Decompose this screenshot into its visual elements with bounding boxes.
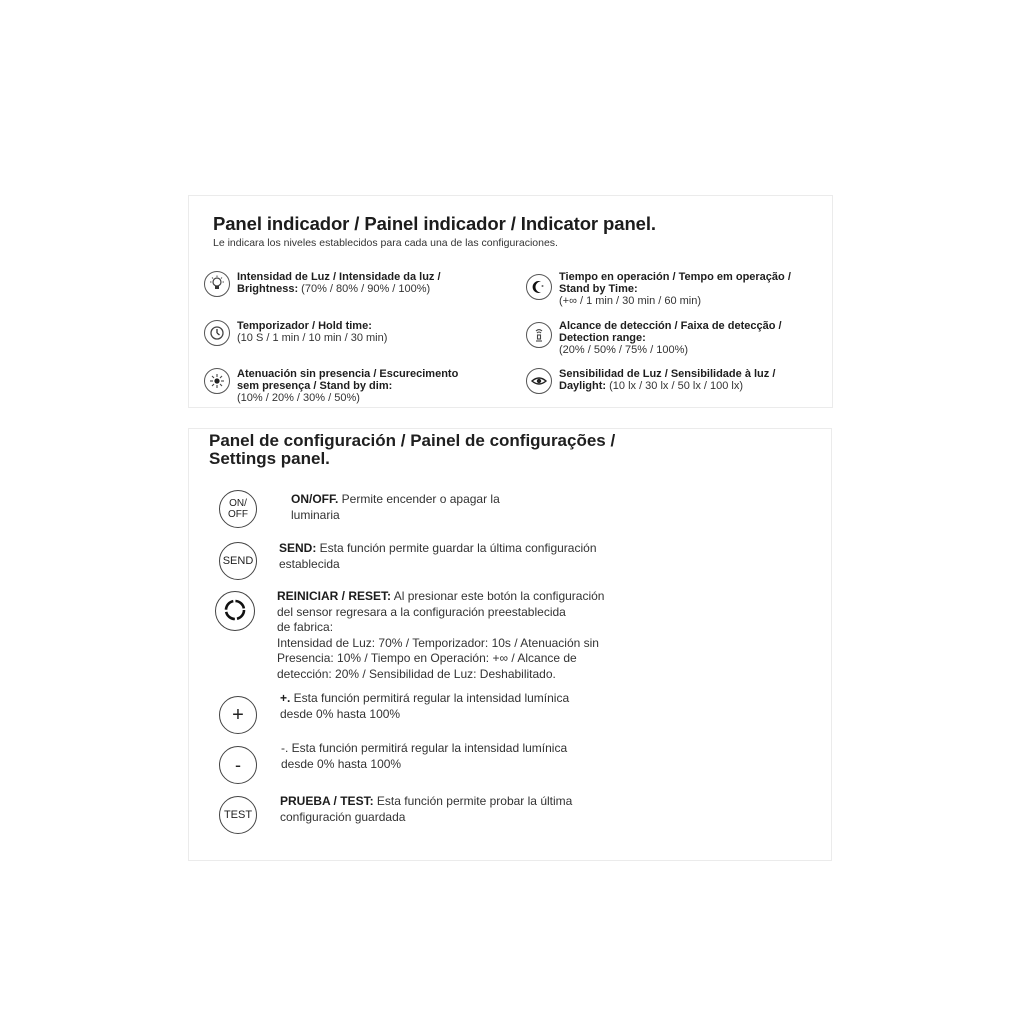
minus-button[interactable]	[219, 746, 257, 784]
indicator-item-hold-time	[204, 320, 387, 346]
settings-panel	[188, 428, 832, 861]
plus-text-2: desde 0% hasta 100%	[280, 706, 401, 721]
standby-dim-label-2: sem presença / Stand by dim:	[237, 380, 393, 392]
settings-title-line2: Settings panel.	[209, 449, 330, 468]
send-text-2: establecida	[279, 556, 340, 571]
minus-text-1: -. Esta función permitirá regular la intensidad lumínica	[281, 741, 568, 755]
send-button[interactable]	[219, 542, 257, 580]
reset-text-4: Intensidad de Luz: 70% / Temporizador: 10s / Atenuación sin	[277, 635, 599, 650]
motion-sensor-icon	[526, 322, 552, 348]
test-button[interactable]	[219, 796, 257, 834]
reset-text-2: del sensor regresara a la configuración preestablecida	[277, 604, 566, 619]
indicator-item-standby-time	[526, 271, 791, 307]
plus-text-1: Esta función permitirá regular la intensidad lumínica	[290, 691, 570, 705]
on-off-button[interactable]	[219, 490, 257, 528]
plus-description	[280, 691, 569, 722]
minus-description	[281, 741, 567, 772]
on-off-text-1: Permite encender o apagar la	[338, 492, 500, 506]
test-text-2: configuración guardada	[280, 809, 406, 824]
brightness-label: Intensidad de Luz / Intensidade da luz /	[237, 271, 441, 283]
test-button-label: TEST	[223, 808, 253, 821]
daylight-label-en: Daylight:	[559, 380, 607, 392]
on-off-button-line1: ON/	[229, 498, 247, 509]
plus-label: +.	[280, 691, 291, 705]
on-off-description	[291, 492, 500, 523]
plus-icon: +	[232, 703, 244, 726]
reset-text-5: Presencia: 10% / Tiempo en Operación: +∞ / Alcance de	[277, 651, 577, 665]
standby-dim-values: (10% / 20% / 30% / 50%)	[237, 392, 360, 404]
standby-time-label-en: Stand by Time:	[559, 283, 638, 295]
test-text-1: Esta función permite probar la última	[373, 794, 573, 808]
send-text-1: Esta función permite guardar la última configuración	[316, 541, 597, 555]
reset-label: REINICIAR / RESET:	[277, 589, 392, 603]
detection-range-label: Alcance de detección / Faixa de detecção /	[559, 320, 782, 332]
reset-text-6: detección: 20% / Sensibilidad de Luz: Deshabilitado.	[277, 666, 556, 681]
moon-icon	[526, 274, 552, 300]
daylight-values: (10 lx / 30 lx / 50 lx / 100 lx)	[606, 380, 744, 392]
on-off-text-2: luminaria	[291, 507, 340, 522]
standby-time-values: (+∞ / 1 min / 30 min / 60 min)	[559, 295, 702, 307]
hold-time-values: (10 S / 1 min / 10 min / 30 min)	[237, 332, 388, 344]
reset-text-3: de fabrica:	[277, 620, 334, 634]
sun-icon	[204, 368, 230, 394]
detection-range-label-en: Detection range:	[559, 332, 646, 344]
reset-description	[277, 589, 604, 682]
reset-icon	[222, 597, 248, 626]
indicator-item-daylight	[526, 368, 775, 394]
brightness-values: (70% / 80% / 90% / 100%)	[298, 283, 431, 295]
send-description	[279, 541, 597, 572]
standby-time-label: Tiempo en operación / Tempo em operação /	[559, 271, 791, 283]
hold-time-label: Temporizador / Hold time:	[237, 320, 372, 332]
indicator-panel-subtitle: Le indicara los niveles establecidos para cada una de las configuraciones.	[213, 237, 558, 249]
detection-range-values: (20% / 50% / 75% / 100%)	[559, 344, 689, 356]
brightness-label-en: Brightness:	[237, 283, 299, 295]
minus-icon: -	[235, 754, 241, 775]
send-button-label: SEND	[222, 554, 254, 567]
on-off-button-line2: OFF	[228, 509, 248, 520]
standby-dim-label: Atenuación sin presencia / Escurecimento	[237, 368, 459, 380]
plus-button[interactable]	[219, 696, 257, 734]
on-off-label: ON/OFF.	[291, 492, 339, 506]
daylight-label: Sensibilidad de Luz / Sensibilidade à luz /	[559, 368, 776, 380]
reset-button[interactable]	[215, 591, 255, 631]
indicator-item-brightness	[204, 271, 441, 297]
settings-panel-title	[209, 432, 615, 468]
indicator-panel-title: Panel indicador / Painel indicador / Indicator panel.	[213, 213, 656, 234]
indicator-panel	[188, 195, 833, 408]
settings-title-line1: Panel de configuración / Painel de configurações /	[209, 431, 616, 450]
lightbulb-icon	[204, 271, 230, 297]
send-label: SEND:	[279, 541, 317, 555]
minus-text-2: desde 0% hasta 100%	[281, 756, 402, 771]
test-description	[280, 794, 572, 825]
reset-text-1: Al presionar este botón la configuración	[391, 589, 605, 603]
test-label: PRUEBA / TEST:	[280, 794, 374, 808]
clock-icon	[204, 320, 230, 346]
eye-icon	[526, 368, 552, 394]
indicator-item-detection-range	[526, 320, 782, 356]
indicator-item-standby-dim	[204, 368, 458, 404]
